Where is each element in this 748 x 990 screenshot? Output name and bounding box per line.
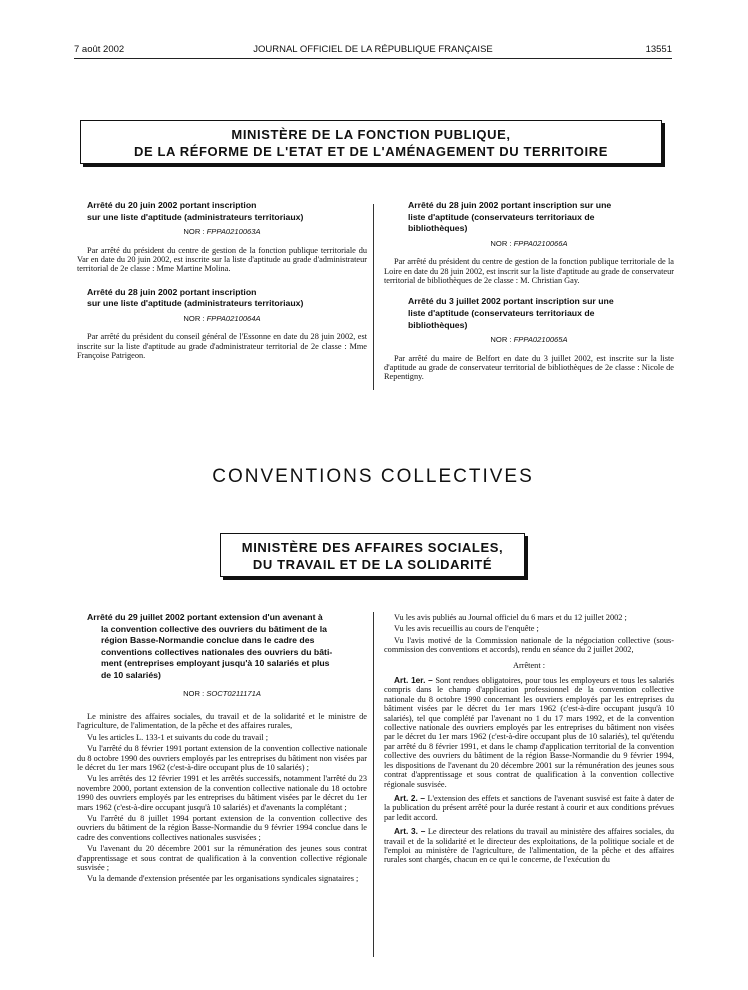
nor-reference — [77, 227, 367, 236]
arrete-body: Par arrêté du maire de Belfort en date du 3 juillet 2002, est inscrite sur la liste d'aptitude au grade de conservateur territorial de bibliothèques de 2e classe : Nicole de Repentigny. — [384, 353, 674, 382]
arrete-title-line: bibliothèques) — [408, 223, 468, 234]
right-column-bottom — [384, 613, 674, 867]
nor-reference — [77, 689, 367, 698]
nor-code: FPPA0210064A — [206, 314, 261, 323]
column-divider — [373, 204, 374, 390]
visa-paragraph: Vu les arrêtés des 12 février 1991 et les arrêtés successifs, notamment l'arrêté du 23 novembre 2000, portant extension de la convention collective nationale du 18 octobre 1990 des ouvriers employés par les entreprises du bâtiment visées par le décret du 1er mars 1962 (c'est-à-dire occupant jusqu'à 10 salariés) et d'avenants la complétant ; — [77, 774, 367, 812]
arrete-28-juin-conservateurs — [384, 201, 674, 285]
article-3 — [384, 827, 674, 865]
arrete-20-juin — [77, 201, 367, 274]
article-1 — [384, 676, 674, 789]
nor-code: FPPA0210065A — [513, 335, 568, 345]
header-rule — [74, 58, 672, 59]
right-column-top — [384, 201, 674, 384]
arrete-body: Par arrêté du président du centre de gestion de la fonction publique territoriale du Var en date du 20 juin 2002, est inscrite sur la liste d'aptitude au grade d'administrateur territorial de 2e classe : Mme Martine Molina. — [77, 245, 367, 274]
nor-label: NOR : — [183, 227, 205, 237]
article-text: Sont rendues obligatoires, pour tous les employeurs et tous les salariés compris dans le champ d'application professionnel de la convention collective nationale du 8 octobre 1990 concernant les ouvriers employés par les entreprises du bâtiment visées par le décret du 1er mars 1962 (c'est-à-dire occupant jusqu'à 10 salariés), tel que complété par l'avenant no 1 du 17 mars 1992, et de la convention collective nationale des ouvriers employés par les entreprises du bâtiment non visées par le décret du 1er mars 1962 (c'est-à-dire occupant plus de 10 salariés), tel qu'étendu par arrêté du 8 février 1991, et dans le champ d'application territorial de la convention collective des ouvriers du bâtiment de la région Basse-Normandie du 9 février 1994, les dispositions de l'avenant du 20 décembre 2001 sur la rémunération des jeunes sous contrat d'apprentissage et sous contrat de qualification à la convention collective régionale susvisée. — [384, 676, 675, 789]
nor-reference — [77, 314, 367, 323]
arretent-label: Arrêtent : — [512, 660, 546, 670]
article-text: L'extension des effets et sanctions de l'avenant susvisé est faite à dater de la publication du présent arrêté pour la durée restant à courir et aux conditions prévues par ledit accord. — [384, 793, 675, 822]
article-label: Art. 2. – — [394, 792, 426, 803]
issue-date: 7 août 2002 — [74, 44, 125, 55]
nor-reference — [384, 239, 674, 248]
arrete-title-line: ment (entreprises employant jusqu'à 10 salariés et plus — [101, 658, 330, 669]
arrete-title-line: Arrêté du 28 juin 2002 portant inscription — [87, 286, 257, 297]
ministry-heading-line1: MINISTÈRE DES AFFAIRES SOCIALES, — [241, 540, 504, 555]
ministry-heading-affaires-sociales — [220, 533, 525, 577]
arrete-title-line: sur une liste d'aptitude (administrateurs territoriaux) — [87, 211, 304, 222]
arrete-28-juin-administrateurs — [77, 288, 367, 361]
left-column-bottom — [77, 613, 367, 886]
arrete-title-line: sur une liste d'aptitude (administrateurs territoriaux) — [87, 298, 304, 309]
nor-label: NOR : — [490, 335, 512, 345]
arrete-body: Par arrêté du président du conseil général de l'Essonne en date du 28 juin 2002, est inscrite sur la liste d'aptitude au grade d'administrateur territorial de 2e classe : Mme Françoise Patrigeon. — [77, 332, 367, 361]
ministry-heading-line2: DE LA RÉFORME DE L'ETAT ET DE L'AMÉNAGEMENT DU TERRITOIRE — [134, 144, 608, 159]
ministry-heading-line2: DU TRAVAIL ET DE LA SOLIDARITÉ — [252, 557, 493, 572]
left-column-top — [77, 201, 367, 363]
nor-code: FPPA0210063A — [206, 227, 261, 237]
arrete-title-line: Arrêté du 20 juin 2002 portant inscription — [87, 200, 257, 210]
journal-title: JOURNAL OFFICIEL DE LA RÉPUBLIQUE FRANÇAISE — [253, 44, 493, 55]
arrete-3-juillet — [384, 297, 674, 381]
arrete-body: Par arrêté du président du centre de gestion de la fonction publique territoriale de la Loire en date du 28 juin 2002, est inscrit sur la liste d'aptitude au grade de conservateur territorial de bibliothèques de 2e classe : M. Christian Gay. — [384, 257, 674, 285]
visa-paragraph: Vu la demande d'extension présentée par les organisations syndicales signataires ; — [87, 874, 359, 884]
arrete-title-line: la convention collective des ouvriers du bâtiment de la — [101, 623, 327, 634]
page-number: 13551 — [645, 44, 672, 55]
article-2 — [384, 794, 674, 822]
nor-code: FPPA0210066A — [513, 238, 568, 248]
arrete-title-line: liste d'aptitude (conservateurs territoriaux de — [408, 211, 595, 222]
visa-paragraph: Vu les avis recueillis au cours de l'enquête ; — [394, 624, 539, 634]
arrete-29-juillet-title — [77, 613, 367, 681]
arrete-title-line: liste d'aptitude (conservateurs territoriaux de — [408, 308, 595, 318]
ministry-heading-line1: MINISTÈRE DE LA FONCTION PUBLIQUE, — [231, 127, 511, 142]
nor-label: NOR : — [183, 314, 205, 323]
arrete-title-line: Arrêté du 28 juin 2002 portant inscription sur une — [408, 200, 612, 210]
visa-paragraph: Le ministre des affaires sociales, du travail et de la solidarité et le ministre de l'agriculture, de l'alimentation, de la pêche et des affaires rurales, — [77, 711, 367, 731]
nor-reference — [384, 335, 674, 344]
visa-paragraph: Vu l'avis motivé de la Commission nationale de la négociation collective (sous-commission des conventions et accords), rendu en séance du 2 juillet 2002, — [384, 635, 674, 655]
article-label: Art. 1er. – — [394, 675, 433, 686]
visa-paragraph: Vu les articles L. 133-1 et suivants du code du travail ; — [87, 732, 269, 742]
visa-paragraph: Vu les avis publiés au Journal officiel du 6 mars et du 12 juillet 2002 ; — [394, 613, 627, 622]
column-divider — [373, 612, 374, 957]
nor-label: NOR : — [183, 688, 205, 698]
visa-paragraph: Vu l'arrêté du 8 juillet 1994 portant extension de la convention collective des ouvriers du bâtiment de la région Basse-Normandie du 9 février 1994 conclue dans le cadre des conventions collectives nationales susvisées ; — [77, 814, 367, 842]
visa-paragraph: Vu l'avenant du 20 décembre 2001 sur la rémunération des jeunes sous contrat d'apprentissage et sous contrat de qualification à la convention collective régionale susvisée ; — [77, 844, 367, 873]
nor-label: NOR : — [490, 238, 512, 248]
arrete-title-line: Arrêté du 29 juillet 2002 portant extension d'un avenant à — [87, 612, 323, 622]
arrete-title-line: bibliothèques) — [408, 319, 468, 330]
section-title: CONVENTIONS COLLECTIVES — [212, 466, 534, 487]
arrete-title-line: Arrêté du 3 juillet 2002 portant inscription sur une — [408, 296, 614, 307]
visa-paragraph: Vu l'arrêté du 8 février 1991 portant extension de la convention collective nationale du 8 octobre 1990 des ouvriers employés par les entreprises du bâtiment non visées par le décret du 1er mars 1962 (c'est-à-dire occupant plus de 10 salariés) ; — [77, 744, 367, 772]
arrete-title-line: conventions collectives nationales des ouvriers du bâti- — [101, 646, 333, 657]
nor-code: SOCT0211171A — [206, 688, 261, 698]
arrete-title-line: région Basse-Normandie conclue dans le cadre des — [101, 635, 315, 646]
article-label: Art. 3. – — [394, 826, 426, 837]
arrete-title-line: de 10 salariés) — [101, 669, 161, 680]
ministry-heading-fonction-publique — [80, 120, 662, 164]
article-text: Le directeur des relations du travail au ministère des affaires sociales, du travail et de la solidarité et le directeur des exploitations, de la politique sociale et de l'emploi au ministère de l'agriculture, de l'alimentation, de la pêche et des affaires rurales sont chargés, chacun en ce qui le concerne, de l'exécution du — [384, 827, 675, 865]
